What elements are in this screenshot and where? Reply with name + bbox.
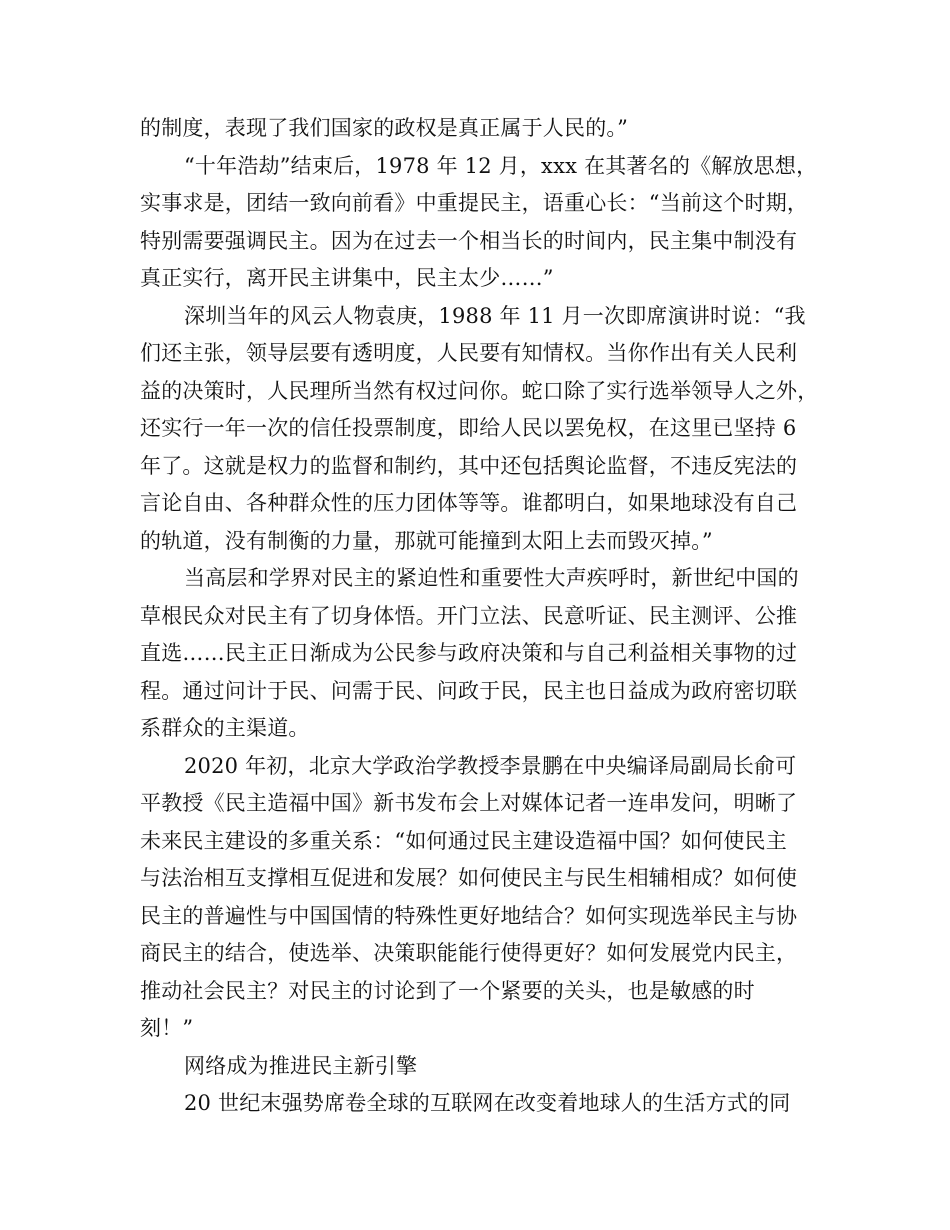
text-line: 实事求是，团结一致向前看》中重提民主，语重心长：“当前这个时期， bbox=[140, 191, 809, 215]
text-line: 推动社会民主？对民主的讨论到了一个紧要的关头，也是敏感的时 bbox=[140, 978, 755, 1003]
text-line: 直选……民主正日渐成为公民参与政府决策和与自己利益相关事物的过 bbox=[140, 641, 798, 665]
text-line: 平教授《民主造福中国》新书发布会上对媒体记者一连串发问，明晰了 bbox=[140, 791, 798, 815]
text-line: “十年浩劫”结束后，1978 年 12 月，xxx 在其著名的《解放思想， bbox=[184, 153, 818, 178]
text-line: 当高层和学界对民主的紧迫性和重要性大声疾呼时，新世纪中国的 bbox=[184, 566, 799, 590]
text-line: 系群众的主渠道。 bbox=[140, 716, 310, 740]
text-line: 深圳当年的风云人物袁庚，1988 年 11 月一次即席演讲时说：“我 bbox=[184, 303, 806, 328]
text-line: 草根民众对民主有了切身体悟。开门立法、民意听证、民主测评、公推 bbox=[140, 603, 798, 628]
text-line: 益的决策时，人民理所当然有权过问你。蛇口除了实行选举领导人之外， bbox=[140, 378, 819, 403]
text-line: 程。通过问计于民、问需于民、问政于民，民主也日益成为政府密切联 bbox=[140, 678, 798, 703]
text-line: 20 世纪末强势席卷全球的互联网在改变着地球人的生活方式的同 bbox=[184, 1091, 791, 1115]
text-line: 未来民主建设的多重关系：“如何通过民主建设造福中国？如何使民主 bbox=[140, 828, 787, 853]
text-line: 真正实行，离开民主讲集中，民主太少……” bbox=[140, 266, 554, 290]
text-line: 刻！” bbox=[140, 1016, 194, 1040]
text-line: 言论自由、各种群众性的压力团体等等。谁都明白，如果地球没有自己 bbox=[140, 491, 798, 515]
section-heading: 网络成为推进民主新引擎 bbox=[184, 1053, 418, 1078]
text-line: 商民主的结合，使选举、决策职能能行使得更好？如何发展党内民主， bbox=[140, 941, 798, 965]
document-body bbox=[140, 110, 830, 1123]
text-line: 的轨道，没有制衡的力量，那就可能撞到太阳上去而毁灭掉。” bbox=[140, 528, 713, 553]
text-line: 的制度，表现了我们国家的政权是真正属于人民的。” bbox=[140, 116, 629, 140]
text-line: 们还主张，领导层要有透明度，人民要有知情权。当你作出有关人民利 bbox=[140, 341, 798, 365]
text-line: 与法治相互支撑相互促进和发展？如何使民主与民生相辅相成？如何使 bbox=[140, 866, 798, 890]
text-line: 民主的普遍性与中国国情的特殊性更好地结合？如何实现选举民主与协 bbox=[140, 903, 798, 928]
text-line: 特别需要强调民主。因为在过去一个相当长的时间内，民主集中制没有 bbox=[140, 228, 798, 253]
text-line: 年了。这就是权力的监督和制约，其中还包括舆论监督，不违反宪法的 bbox=[140, 453, 798, 478]
text-line: 2020 年初，北京大学政治学教授李景鹏在中央编译局副局长俞可 bbox=[184, 753, 797, 778]
text-line: 还实行一年一次的信任投票制度，即给人民以罢免权，在这里已坚持 6 bbox=[140, 416, 797, 440]
